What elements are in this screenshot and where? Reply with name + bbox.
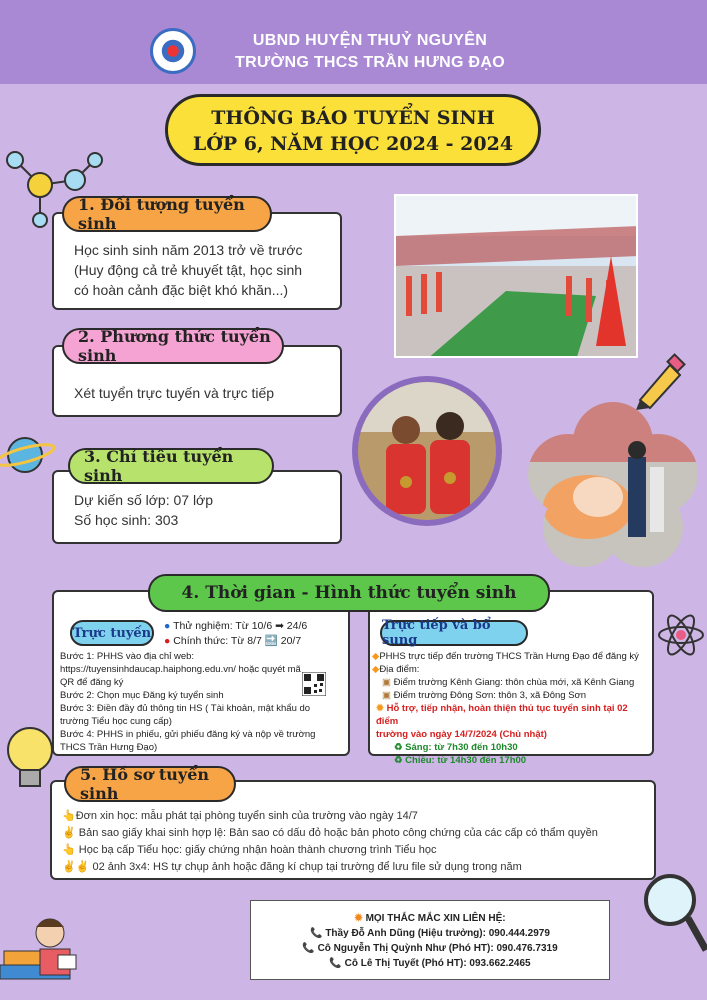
planet-icon xyxy=(0,430,60,480)
step-line: trường Tiểu học cung cấp) xyxy=(60,716,172,727)
document-text: 02 ảnh 3x4: HS tự chụp ảnh hoặc đăng kí chụp tại trường để lưu file sử dụng trong năm xyxy=(92,861,522,873)
section-5-heading: 5. Hồ sơ tuyển sinh xyxy=(64,766,236,802)
step-line: Bước 2: Chọn mục Đăng ký tuyển sinh xyxy=(60,690,224,701)
student-count: Số học sinh: 303 xyxy=(74,512,179,528)
step-line: Bước 4: PHHS in phiếu, gửi phiếu đăng ký và nộp về trường xyxy=(60,729,316,740)
district-name: UBND HUYỆN THUỶ NGUYÊN xyxy=(252,32,488,49)
section-2-heading: 2. Phương thức tuyển sinh xyxy=(62,328,284,364)
title-line-2: LỚP 6, NĂM HỌC 2024 - 2024 xyxy=(192,133,514,155)
direct-details xyxy=(372,650,652,767)
official-period: ● Chính thức: Từ 8/7 🔜 20/7 xyxy=(164,635,302,647)
pencil-icon xyxy=(630,350,690,410)
direct-text-2: Địa điểm: xyxy=(379,664,420,675)
online-steps xyxy=(60,650,346,754)
students-photo-frame xyxy=(352,376,502,526)
section-1-heading: 1. Đối tượng tuyển sinh xyxy=(62,196,272,232)
class-count: Dự kiến số lớp: 07 lớp xyxy=(74,492,214,508)
document-text: Đơn xin học: mẫu phát tại phòng tuyển sinh của trường vào ngày 14/7 xyxy=(75,810,418,822)
location-1: ▣ Điểm trường Kênh Giang: thôn chùa mới, xã Kênh Giang xyxy=(382,677,635,688)
direct-text-1: PHHS trực tiếp đến trường THCS Trần Hưng Đạo để đăng ký xyxy=(379,651,639,662)
document-item: 👆Đơn xin học: mẫu phát tại phòng tuyển sinh của trường vào ngày 14/7 xyxy=(62,810,418,822)
document-item: ✌✌ 02 ảnh 3x4: HS tự chụp ảnh hoặc đăng kí chụp tại trường để lưu file sử dụng trong năm xyxy=(62,861,522,873)
reading-student-icon xyxy=(0,905,110,1000)
section-4-heading: 4. Thời gian - Hình thức tuyển sinh xyxy=(148,574,550,612)
contact-person-text: Thầy Đỗ Anh Dũng (Hiệu trưởng): 090.444.2979 xyxy=(325,928,550,939)
morning-hours: ♻ Sáng: từ 7h30 đến 10h30 xyxy=(394,742,518,753)
location-2-text: Điểm trường Đông Sơn: thôn 3, xã Đông Sơn xyxy=(393,690,587,701)
contact-person: 📞 Cô Lê Thị Tuyết (Phó HT): 093.662.2465 xyxy=(329,958,531,969)
location-1-text: Điểm trường Kênh Giang: thôn chùa mới, xã Kênh Giang xyxy=(393,677,635,688)
section-1-line: Học sinh sinh năm 2013 trở về trước xyxy=(74,242,303,258)
direct-line-1: ◆PHHS trực tiếp đến trường THCS Trần Hưng Đạo để đăng ký xyxy=(372,651,639,662)
section-3-heading: 3. Chỉ tiêu tuyển sinh xyxy=(68,448,274,484)
contact-box xyxy=(250,900,610,980)
support-line-1: ✹ Hỗ trợ, tiếp nhận, hoàn thiện thủ tục tuyển sinh tại 02 điểm xyxy=(376,703,628,727)
atom-icon xyxy=(656,605,706,665)
document-text: Bản sao giấy khai sinh hợp lệ: Bản sao có dấu đỏ hoặc bản photo công chứng của các cấp có thẩm quyền xyxy=(78,827,598,839)
document-text: Học bạ cấp Tiểu học: giấy chứng nhận hoàn thành chương trình Tiểu học xyxy=(78,844,437,856)
morning-text: Sáng: từ 7h30 đến 10h30 xyxy=(405,742,518,753)
step-line: QR để đăng ký xyxy=(60,677,124,688)
trial-period: ● Thử nghiệm: Từ 10/6 ➡ 24/6 xyxy=(164,620,308,632)
qr-code-icon xyxy=(302,672,326,696)
support-line-2: trường vào ngày 14/7/2024 (Chủ nhật) xyxy=(376,729,547,740)
section-2-text: Xét tuyển trực tuyến và trực tiếp xyxy=(74,385,275,401)
ceremony-illustration xyxy=(396,196,638,358)
document-item: ✌ Bản sao giấy khai sinh hợp lệ: Bản sao có dấu đỏ hoặc bản photo công chứng của các cấp có thẩm quyền xyxy=(62,827,598,839)
contact-person: 📞 Cô Nguyễn Thị Quỳnh Như (Phó HT): 090.476.7319 xyxy=(302,943,558,954)
ceremony-photo xyxy=(394,194,638,358)
contact-title: ✹ MỌI THẮC MẮC XIN LIÊN HỆ: xyxy=(354,913,506,924)
document-item: 👆 Học bạ cấp Tiểu học: giấy chứng nhận hoàn thành chương trình Tiểu học xyxy=(62,844,437,856)
school-logo xyxy=(150,28,196,74)
magnifier-icon xyxy=(640,870,707,960)
location-2: ▣ Điểm trường Đông Sơn: thôn 3, xã Đông Sơn xyxy=(382,690,587,701)
fire-drill-photo xyxy=(528,402,698,567)
contact-person-text: Cô Nguyễn Thị Quỳnh Như (Phó HT): 090.476.7319 xyxy=(317,943,558,954)
support-text-1: Hỗ trợ, tiếp nhận, hoàn thiện thủ tục tuyển sinh tại 02 điểm xyxy=(376,703,628,727)
title-line-1: THÔNG BÁO TUYỂN SINH xyxy=(211,107,495,129)
students-photo xyxy=(358,382,496,520)
afternoon-text: Chiều: từ 14h30 đến 17h00 xyxy=(405,755,527,766)
direct-tag: Trực tiếp và bổ sung xyxy=(380,620,528,646)
online-schedule xyxy=(164,619,350,649)
contact-title-text: MỌI THẮC MẮC XIN LIÊN HỆ: xyxy=(365,913,506,924)
step-line: THCS Trần Hưng Đạo) xyxy=(60,742,158,753)
trial-text: Thử nghiệm: Từ 10/6 ➡ 24/6 xyxy=(173,620,308,632)
section-1-line: có hoàn cảnh đặc biệt khó khăn...) xyxy=(74,282,289,298)
afternoon-hours: ♻ Chiều: từ 14h30 đến 17h00 xyxy=(394,755,527,766)
step-line: Bước 1: PHHS vào địa chỉ web: xyxy=(60,651,195,662)
direct-line-2: ◆Địa điểm: xyxy=(372,664,420,675)
contact-person: 📞 Thầy Đỗ Anh Dũng (Hiệu trưởng): 090.444.2979 xyxy=(310,928,550,939)
online-tag: Trực tuyến xyxy=(70,620,154,646)
logo-emblem xyxy=(160,38,186,64)
official-text: Chính thức: Từ 8/7 🔜 20/7 xyxy=(173,635,302,647)
section-1-line: (Huy động cả trẻ khuyết tật, học sinh xyxy=(74,262,303,278)
page-title xyxy=(165,94,541,166)
step-line: https://tuyensinhdaucap.haiphong.edu.vn/ hoặc quyét mã xyxy=(60,664,301,675)
step-line: Bước 3: Điền đầy đủ thông tin HS ( Tài khoản, mật khẩu do xyxy=(60,703,311,714)
contact-person-text: Cô Lê Thị Tuyết (Phó HT): 093.662.2465 xyxy=(344,958,531,969)
school-name: TRƯỜNG THCS TRẦN HƯNG ĐẠO xyxy=(235,54,505,71)
